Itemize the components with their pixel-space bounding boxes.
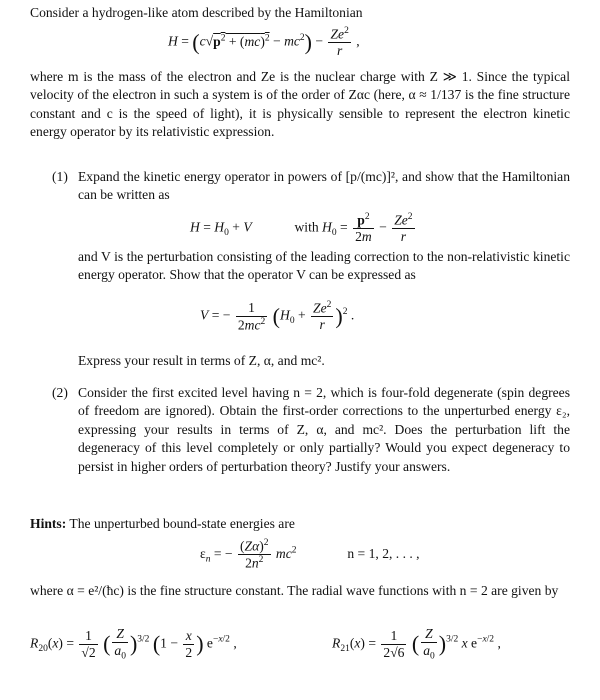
n-values: n = 1, 2, . . . ,	[347, 545, 420, 561]
with-word: with	[294, 219, 319, 235]
part1-number: (1)	[52, 169, 68, 184]
equation-h0-v: $H = H_0 + V$ with $H_0$ = $\frac{p^2}{2m}$ − $\frac{Ze^2}{r}$	[190, 212, 413, 245]
hints-text-a: The unperturbed bound-state energies are	[69, 516, 295, 531]
header-text: Consider a hydrogen-like atom described by the Hamiltonian	[30, 5, 363, 20]
part1-text-a: Expand the kinetic energy operator in powers of [p/(mc)]², and show that the Hamiltonian can be written as	[78, 169, 570, 203]
part2-text: Consider the first excited level having n = 2, which is four-fold degenerate (spin degrees of freedom are ignored). Obtain the first-order corrections to the unperturbed energy ε₂, expressing your results in terms of Z, α, and mc². Does the perturbation lift the degeneracy of this level completely or only partially? Would you expect degeneracy to persist in higher orders of perturbation theory? Justify your answers.	[78, 385, 570, 474]
intro-paragraph: where m is the mass of the electron and Ze is the nuclear charge with Z ≫ 1. Since the typical velocity of the electron in such a system is of the order of Zαc (here, α ≈ 1/137 is the fine structure constant and c is the speed of light), it is physically sensible to represent the electron kinetic energy operator by its relativistic expression.	[30, 69, 570, 140]
equation-energies: $\varepsilon_n$ = − $\frac{(Z\alpha)^2}{2n^2}$ $mc^2$ n = 1, 2, . . . ,	[200, 538, 420, 571]
equation-radial-r20: $R_{20}(x)$ = $\frac{1}{√2}$ ( $\frac{Z}{a_0}$ )$^{3/2}$ (1 − $\frac{x}{2}$ ) $e^{-x/2}$ ,	[30, 626, 237, 662]
hints-line	[30, 515, 570, 533]
part2-number: (2)	[52, 385, 68, 400]
hints-label: Hints:	[30, 516, 67, 531]
part1-text-c: Express your result in terms of Z, α, and mc².	[78, 353, 325, 368]
equation-radial-r21: $R_{21}(x)$ = $\frac{1}{2√6}$ ( $\frac{Z}{a_0}$ )$^{3/2}$ x $e^{-x/2}$ ,	[332, 626, 501, 662]
part1-text-b: and V is the perturbation consisting of the leading correction to the non-relativistic kinetic energy operator. Show that the operator V can be expressed as	[78, 249, 570, 283]
equation-v: V = − $\frac{1}{2mc^2}$ ($H_0$ + $\frac{Ze^2}{r}$ )$^2$ .	[200, 300, 355, 333]
hints-text-b: where α = e²/(ħc) is the fine structure constant. The radial wave functions with n = 2 are given by	[30, 583, 559, 598]
equation-hamiltonian: $H = (c√p^2 + (mc)^2 - mc^2)$ − $\frac{Ze^2}{r}$ ,	[168, 26, 360, 59]
